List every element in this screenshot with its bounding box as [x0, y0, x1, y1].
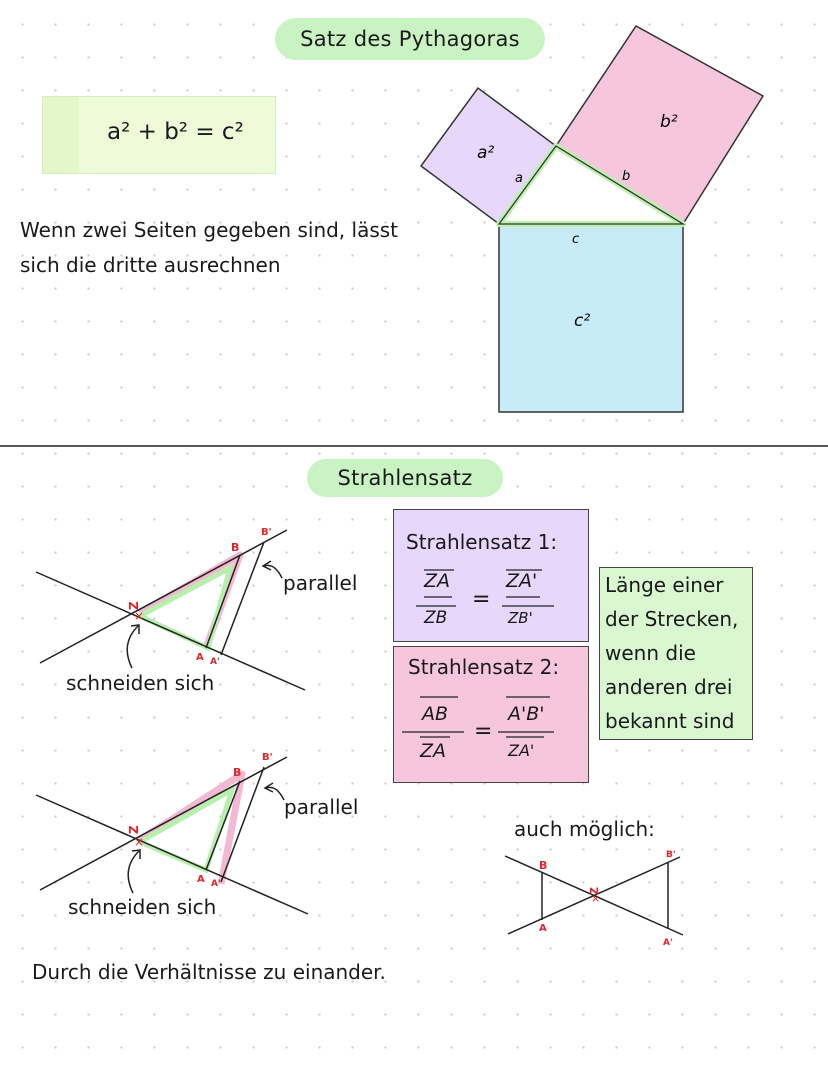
- fig1-point-B: B: [231, 541, 240, 554]
- fig3-point-A2: A': [663, 938, 673, 948]
- fig2-parallel-label: parallel: [284, 795, 359, 819]
- conclusion: Durch die Verhältnisse zu einander.: [32, 960, 386, 984]
- fig1-point-B2: B': [261, 527, 272, 538]
- pythagoras-description-line2: sich die dritte ausrechnen: [20, 253, 281, 277]
- label-c: c: [572, 232, 580, 247]
- fig1-parallel-label: parallel: [283, 571, 358, 595]
- s1-den-left: ZB: [424, 608, 448, 628]
- pythagoras-title: Satz des Pythagoras: [275, 18, 545, 60]
- label-a2: a²: [477, 143, 495, 163]
- fig2-intersect-label: schneiden sich: [68, 895, 217, 919]
- strahlensatz-title: Strahlensatz: [307, 459, 503, 497]
- fig3-point-A: A: [539, 923, 547, 934]
- s2-eq: =: [474, 719, 493, 744]
- s2-num-right: A'B': [508, 703, 545, 725]
- label-c2: c²: [574, 311, 591, 331]
- fig3-point-Z: Z: [588, 887, 601, 895]
- fig3-x-mark: ×: [591, 892, 601, 905]
- fig1-point-A: A: [196, 652, 204, 663]
- s1-num-right: ZA': [506, 570, 538, 592]
- s1-eq: =: [472, 587, 491, 612]
- s2-num-left: AB: [422, 703, 449, 725]
- pythagoras-description-line1: Wenn zwei Seiten gegeben sind, lässt: [20, 218, 399, 242]
- label-b2: b²: [660, 112, 678, 132]
- fig2-point-Z: Z: [127, 825, 141, 834]
- note-line-3: wenn die: [605, 641, 696, 665]
- fig2-point-B2: B': [262, 752, 273, 763]
- fig1-x-mark: ×: [134, 609, 145, 623]
- s1-den-right: ZB': [508, 609, 533, 627]
- note-line-5: bekannt sind: [605, 709, 735, 733]
- fig3-point-B: B: [539, 859, 548, 872]
- s1-num-left: ZA: [424, 570, 451, 592]
- s2-den-left: ZA: [420, 740, 447, 762]
- s2-den-right: ZA': [508, 741, 535, 760]
- fig2-point-A: A: [197, 874, 205, 885]
- fig2-x-mark: ×: [134, 835, 145, 849]
- label-a: a: [515, 171, 523, 186]
- label-b: b: [622, 169, 631, 184]
- pythagoras-formula: a² + b² = c²: [107, 119, 244, 145]
- fig2-point-B: B: [233, 766, 242, 779]
- fig1-point-A2: A': [210, 657, 220, 667]
- fig3-point-B2: B': [666, 850, 676, 860]
- strahlensatz2-title: Strahlensatz 2:: [408, 655, 560, 679]
- fig2-point-A2: A': [211, 879, 221, 889]
- strahlensatz1-title: Strahlensatz 1:: [406, 530, 558, 554]
- note-line-4: anderen drei: [605, 675, 733, 699]
- note-line-1: Länge einer: [605, 573, 724, 597]
- note-line-2: der Strecken,: [605, 607, 739, 631]
- fig1-intersect-label: schneiden sich: [66, 671, 215, 695]
- fig1-point-Z: Z: [127, 601, 141, 610]
- also-possible-label: auch möglich:: [514, 817, 655, 841]
